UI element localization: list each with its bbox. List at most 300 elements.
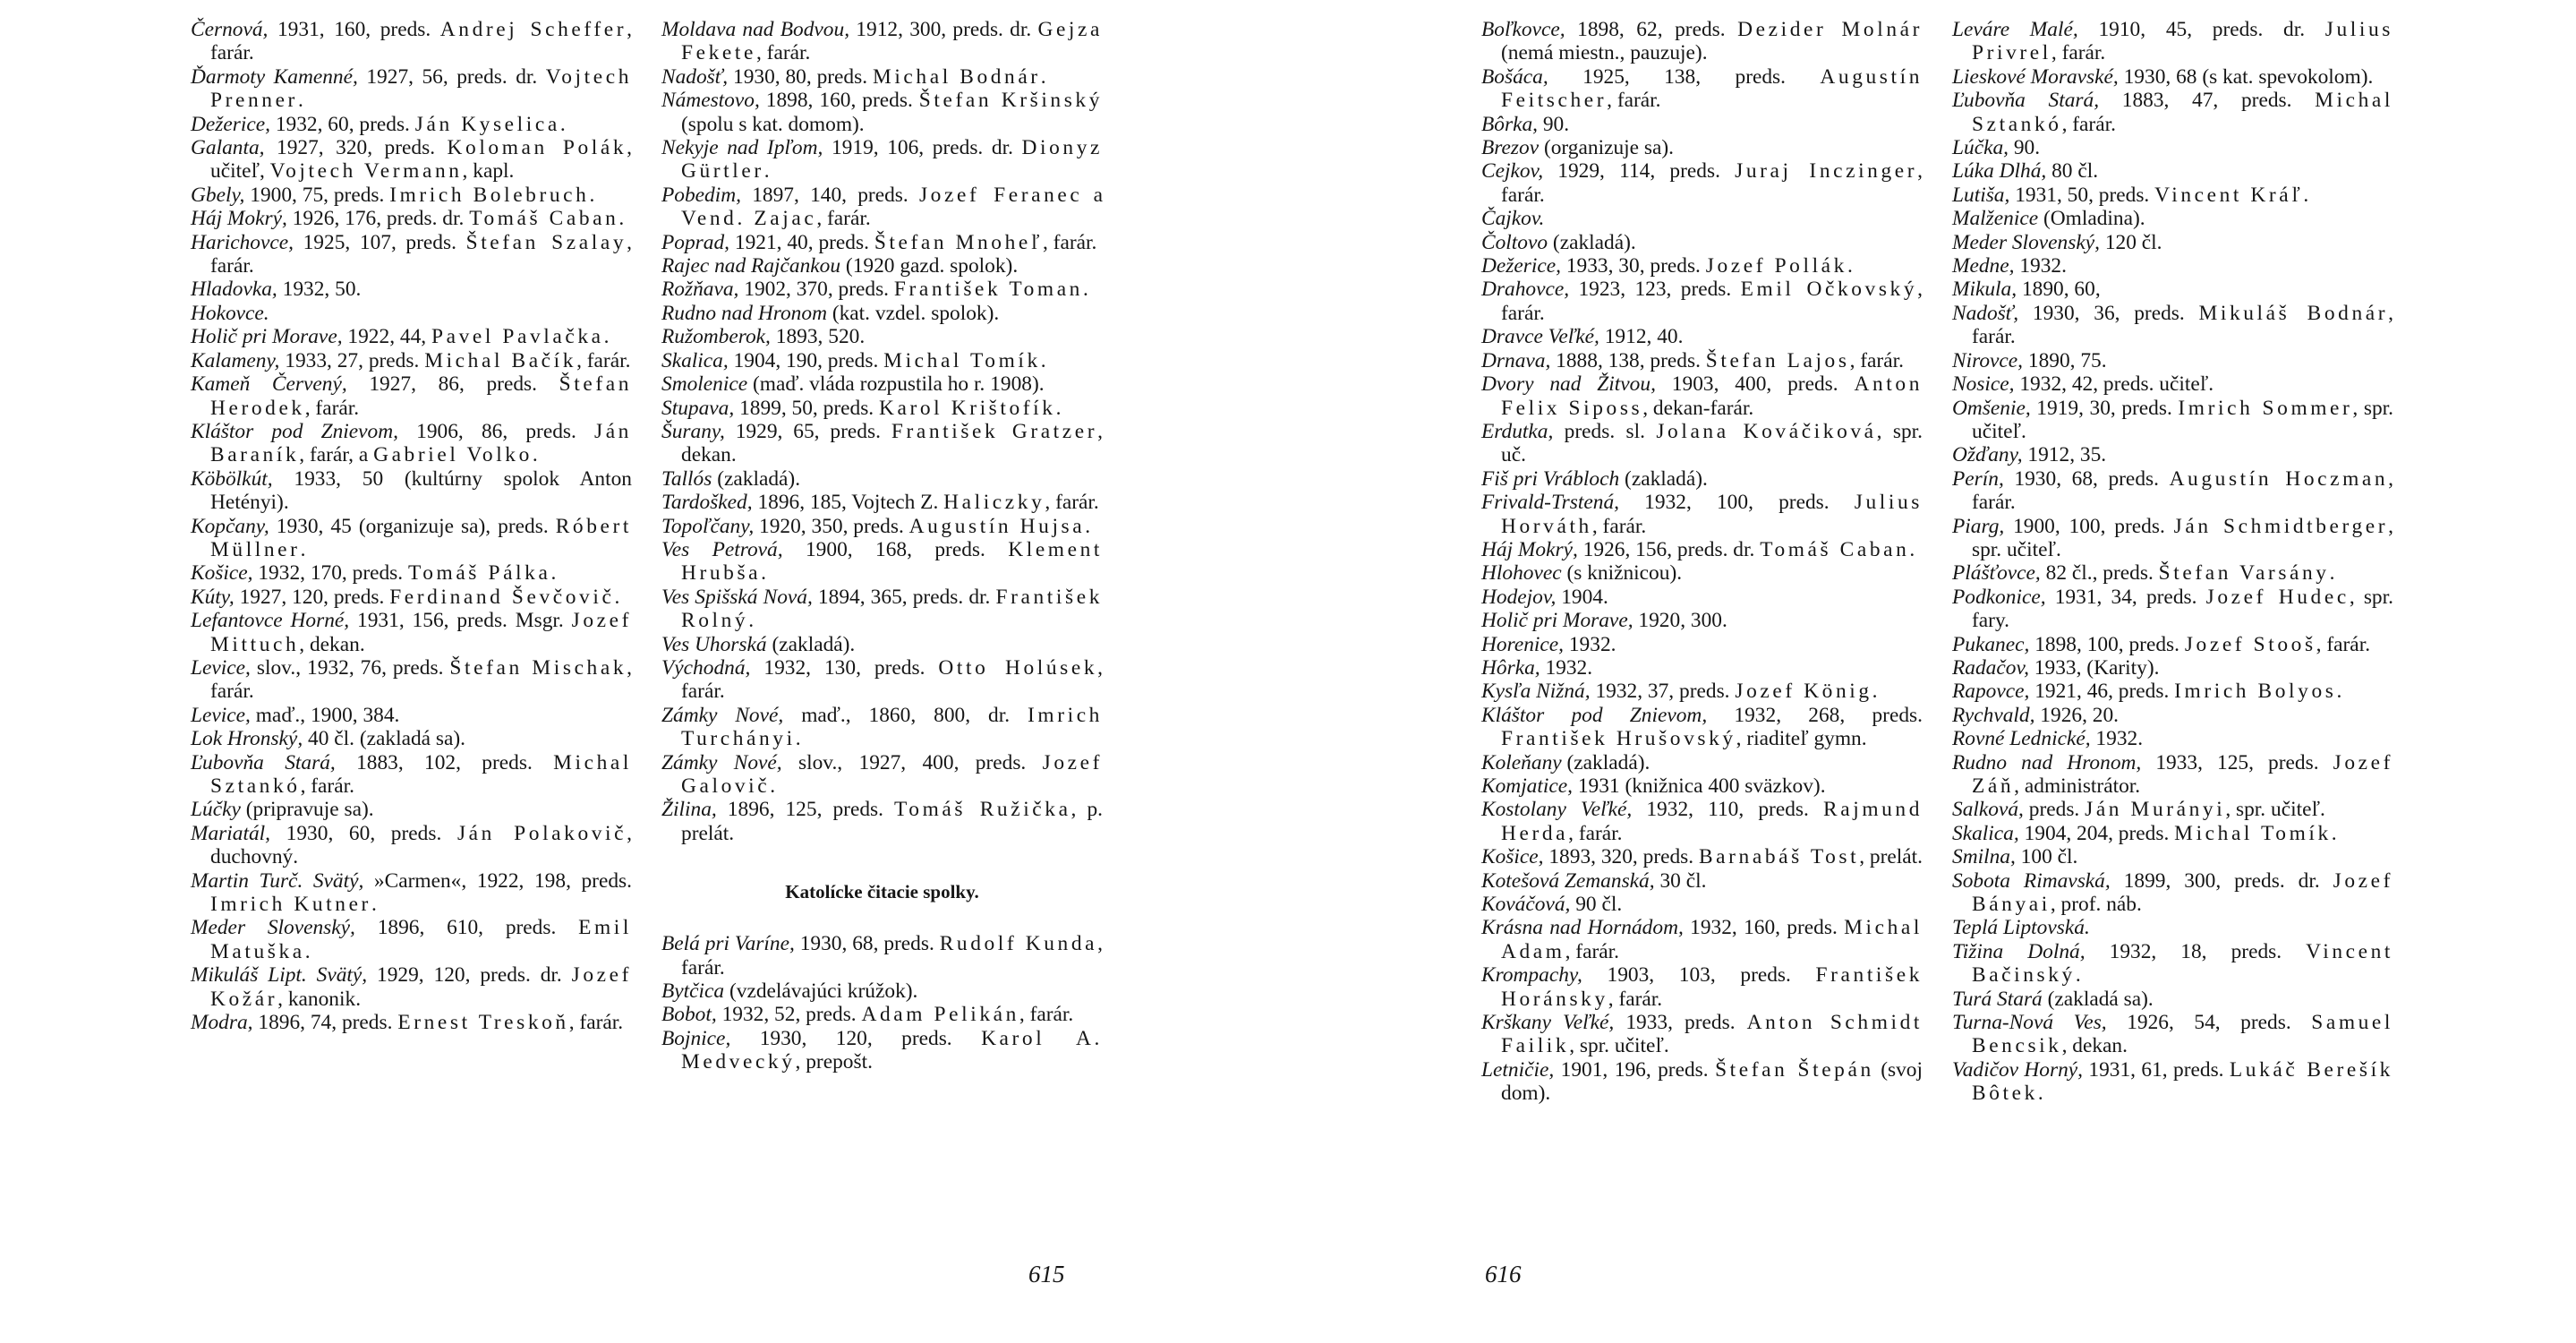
place-name: Medne, (1952, 254, 2015, 278)
directory-entry (661, 633, 1103, 656)
person-name: Štefan Štepán (1715, 1057, 1874, 1082)
entry-text: 30 čl. (1654, 868, 1707, 893)
right-page-column-2 (1952, 18, 2393, 1106)
directory-entry (1952, 515, 2393, 562)
place-name: Meder Slovenský, (1952, 230, 2100, 254)
place-name: Krompachy, (1481, 963, 1582, 988)
entry-text: , farár, a (299, 443, 374, 467)
directory-entry (1481, 207, 1923, 230)
entry-text: 1896, 125, preds. (716, 798, 895, 822)
entry-text: 1902, 370, preds. (738, 278, 894, 302)
place-name: Zámky Nové, (661, 750, 782, 774)
place-name: Vadičov Horný, (1952, 1057, 2084, 1082)
directory-entry (1952, 561, 2393, 585)
entry-text: , prof. náb. (2050, 893, 2142, 917)
directory-entry (191, 561, 632, 585)
entry-text: 1929, 65, preds. (724, 419, 891, 443)
entry-text: 1932, 18, preds. (2085, 939, 2307, 963)
person-name: Julius Horváth (1501, 491, 1923, 538)
entry-text: , farár. (2051, 41, 2106, 65)
place-name: Pobedim, (661, 183, 741, 207)
entry-text: 1883, 102, preds. (335, 750, 554, 774)
place-name: Topoľčany, (661, 514, 755, 538)
place-name: Krškany Veľké, (1481, 1011, 1615, 1035)
entry-text: . (1040, 64, 1046, 89)
entry-text: , farár. (1591, 514, 1647, 538)
place-name: Krásna nad Hornádom, (1481, 916, 1684, 940)
place-name: Drahovce, (1481, 278, 1570, 302)
place-name: Pukanec, (1952, 632, 2030, 656)
person-name: Jozef Feranec (918, 183, 1083, 207)
entry-text: 1925, 107, preds. (293, 230, 466, 254)
entry-text: . (618, 207, 625, 231)
place-name: Bošáca, (1481, 64, 1548, 89)
entry-text: 1900, 100, preds. (2004, 514, 2174, 538)
person-name: Gabriel Volko (373, 443, 533, 467)
person-name: Mikuláš Bodnár (2198, 301, 2389, 325)
directory-entry (1952, 254, 2393, 278)
directory-entry (661, 798, 1103, 845)
directory-entry (1952, 656, 2393, 680)
entry-text: , dekan. (2061, 1034, 2128, 1058)
entry-text: 1910, 45, preds. dr. (2077, 18, 2325, 41)
entry-text: 80 čl. (2046, 159, 2099, 184)
entry-text: , spr. učiteľ. (2225, 798, 2325, 822)
directory-entry (661, 231, 1103, 254)
person-name: Imrich Turchányi (681, 703, 1103, 751)
entry-text: 1930, 45 (organizuje sa), preds. (269, 514, 556, 538)
entry-text: (nemá miestn., pauzuje). (1501, 41, 1708, 65)
person-name: Karol A. Medvecký (681, 1026, 1103, 1074)
entry-text: (svoj dom). (1501, 1057, 1923, 1106)
entry-text: 1930, 80, preds. (728, 64, 873, 89)
place-name: Cejkov, (1481, 159, 1544, 184)
directory-entry (1952, 940, 2393, 988)
person-name: Lukáč Berešík Bôtek (1972, 1057, 2393, 1106)
directory-entry (1481, 372, 1923, 420)
person-name: Michal Sztankó (210, 750, 632, 798)
directory-entry (1481, 467, 1923, 491)
entry-text: , farár. (576, 348, 631, 372)
directory-entry (661, 467, 1103, 491)
entry-text: a (1082, 183, 1103, 207)
person-name: Michal Tomík (2174, 821, 2332, 845)
entry-text: , farár. (1501, 159, 1923, 207)
place-name: Hodejov, (1481, 585, 1557, 609)
person-name: Jozef Kožár (210, 963, 632, 1011)
person-name: Štefan Mnoheľ (874, 230, 1043, 254)
entry-text: 1912, 300, preds. dr. (849, 18, 1038, 41)
directory-entry (191, 420, 632, 467)
place-name: Nadošť, (661, 64, 729, 89)
entry-text: 1932, 170, preds. (252, 561, 408, 586)
directory-entry (661, 420, 1103, 467)
directory-entry (191, 704, 632, 727)
entry-text: 1893, 520. (770, 325, 866, 349)
directory-entry (191, 113, 632, 136)
directory-entry (661, 586, 1103, 633)
left-page-column-1 (191, 18, 632, 1034)
person-name: Ferdinand Ševčovič (389, 585, 615, 609)
directory-entry (1481, 1011, 1923, 1058)
place-name: Stupava, (661, 396, 735, 420)
person-name: Adam Pelikán (861, 1003, 1019, 1027)
entry-text: 1933, preds. (1614, 1011, 1747, 1035)
person-name: Jozef Stooš (2184, 632, 2316, 656)
place-name: Kameň Červený, (191, 372, 347, 397)
directory-entry (661, 979, 1103, 1003)
place-name: Podkonice, (1952, 585, 2046, 609)
entry-text: , farár. (1608, 987, 1663, 1011)
place-name: Dravce Veľké, (1481, 325, 1599, 349)
place-name: Rožňava, (661, 278, 739, 302)
entry-text: , dekan. (681, 419, 1103, 467)
entry-text: 1919, 106, preds. dr. (823, 136, 1022, 160)
entry-text: , farár. (1019, 1003, 1074, 1027)
directory-entry (1952, 751, 2393, 799)
directory-entry (1481, 278, 1923, 325)
entry-text: 1883, 47, preds. (2099, 89, 2316, 113)
place-name: Nirovce, (1952, 348, 2024, 372)
person-name: Imrich Bolyos (2174, 680, 2337, 704)
directory-entry (191, 656, 632, 704)
directory-entry (661, 325, 1103, 348)
directory-entry (1481, 633, 1923, 656)
place-name: Ľubovňa Stará, (191, 750, 336, 774)
entry-text: 1929, 120, preds. dr. (367, 963, 572, 988)
entry-text: 1927, 86, preds. (346, 372, 559, 397)
place-name: Mikula, (1952, 278, 2017, 302)
directory-entry (1952, 372, 2393, 396)
entry-text: 1900, 168, preds. (782, 537, 1009, 561)
directory-entry (1481, 254, 1923, 278)
entry-text: 1929, 114, preds. (1543, 159, 1736, 184)
directory-entry (1952, 443, 2393, 466)
directory-entry (191, 916, 632, 963)
person-name: Dionyz Gürtler (681, 136, 1104, 184)
directory-entry (1481, 916, 1923, 963)
directory-entry (1481, 231, 1923, 254)
directory-entry (661, 932, 1103, 979)
directory-entry (661, 65, 1103, 89)
place-name: Rudno nad Hronom (661, 301, 827, 325)
place-name: Martin Turč. Svätý, (191, 868, 364, 893)
person-name: František Horánsky (1501, 963, 1923, 1011)
person-name: Vojtech Vermann (269, 159, 463, 184)
entry-text: 1932, 42, preds. učiteľ. (2014, 372, 2214, 397)
place-name: Meder Slovenský, (191, 916, 355, 940)
entry-text: 1933, 27, preds. (279, 348, 425, 372)
directory-entry (661, 656, 1103, 704)
person-name: Barnabáš Tost (1698, 845, 1860, 869)
entry-text: 1930, 68, preds. (794, 932, 940, 956)
entry-text: 1930, 120, preds. (730, 1026, 982, 1050)
directory-entry (661, 89, 1103, 136)
entry-text: 1901, 196, preds. (1554, 1057, 1716, 1082)
person-name: Ján Schmidtberger (2173, 514, 2389, 538)
entry-text: 1893, 320, preds. (1543, 845, 1699, 869)
entry-text: . (589, 183, 595, 207)
entry-text: . (1055, 396, 1062, 420)
directory-entry (1481, 538, 1923, 561)
directory-entry (1952, 822, 2393, 845)
place-name: Háj Mokrý, (1481, 537, 1578, 561)
entry-text: . (748, 609, 755, 633)
person-name: Juraj Inczinger (1735, 159, 1918, 184)
place-name: Erdutka, (1481, 419, 1554, 443)
entry-text: »Carmen«, 1922, 198, preds. (363, 868, 632, 893)
entry-text: 1931, 160, preds. (268, 18, 440, 41)
entry-text: . (1040, 348, 1046, 372)
place-name: Kováčová, (1481, 893, 1571, 917)
directory-entry (1481, 963, 1923, 1011)
place-name: Sobota Rimavská, (1952, 868, 2111, 893)
entry-text: 1888, 138, preds. (1550, 348, 1706, 372)
entry-text: 1920, 350, preds. (754, 514, 909, 538)
person-name: Ernest Treskoň (397, 1011, 569, 1035)
place-name: Leváre Malé, (1952, 18, 2078, 41)
place-name: Košice, (1481, 845, 1544, 869)
place-name: Kláštor pod Znievom, (1481, 703, 1708, 727)
entry-text: 1930, 68 (s kat. spevokolom). (2118, 64, 2374, 89)
entry-text: , farár. (1972, 466, 2394, 515)
person-name: Jozef Bányai (1972, 868, 2393, 917)
entry-text: 1894, 365, preds. dr. (812, 585, 996, 609)
person-name: Tomáš Pálka (407, 561, 551, 586)
entry-text: preds. sl. (1553, 419, 1657, 443)
place-name: Lúčky (191, 798, 241, 822)
entry-text: . (550, 561, 557, 586)
directory-entry (1481, 680, 1923, 703)
directory-entry (1481, 893, 1923, 916)
entry-text: , dekan-farár. (1642, 396, 1754, 420)
directory-entry (191, 467, 632, 515)
entry-text: 40 čl. (zakladá sa). (303, 727, 466, 751)
person-name: Michal Sztankó (1972, 89, 2393, 136)
place-name: Námestovo, (661, 89, 760, 113)
place-name: Žilina, (661, 798, 717, 822)
directory-entry (1481, 609, 1923, 632)
place-name: Hladovka, (191, 278, 277, 302)
person-name: Augustín Feitscher (1501, 64, 1923, 113)
directory-entry (661, 1027, 1103, 1074)
entry-text: (zakladá). (766, 632, 856, 656)
directory-entry (1481, 18, 1923, 65)
place-name: Rychvald, (1952, 703, 2035, 727)
entry-text: 1904. (1556, 585, 1608, 609)
directory-entry (1952, 798, 2393, 821)
entry-text: (s knižnicou). (1561, 561, 1683, 586)
person-name: Samuel Bencsik (1972, 1011, 2393, 1058)
place-name: Lieskové Moravské, (1952, 64, 2119, 89)
entry-text: 1930, 60, preds. (270, 821, 457, 845)
entry-text: (pripravuje sa). (240, 798, 374, 822)
directory-entry (191, 349, 632, 372)
person-name: Rudolf Kunda (939, 932, 1098, 956)
person-name: Ján Murányi (2085, 798, 2226, 822)
place-name: Komjatice, (1481, 774, 1573, 798)
directory-entry (191, 963, 632, 1011)
entry-text: 1932. (2014, 254, 2067, 278)
place-name: Piarg, (1952, 514, 2005, 538)
place-name: Dvory nad Žitvou, (1481, 372, 1656, 397)
place-name: Gbely, (191, 183, 245, 207)
person-name: Koloman Polák (447, 136, 627, 160)
place-name: Dežerice, (1481, 254, 1561, 278)
place-name: Bojnice, (661, 1026, 731, 1050)
entry-text: . (2336, 680, 2342, 704)
person-name: Klement Hrubša (681, 537, 1103, 586)
entry-text: . (763, 159, 770, 184)
entry-text: 1896, 74, preds. (252, 1011, 398, 1035)
directory-entry (661, 278, 1103, 301)
entry-text: 1925, 138, preds. (1548, 64, 1821, 89)
entry-text: . (2331, 821, 2337, 845)
entry-text: maď., 1860, 800, dr. (783, 703, 1028, 727)
person-name: Jozef Hudec (2205, 585, 2350, 609)
place-name: Východná, (661, 655, 751, 680)
directory-entry (1952, 633, 2393, 656)
person-name: Štefan Mischak (449, 655, 627, 680)
directory-entry (661, 704, 1103, 751)
right-page (1288, 0, 2576, 1343)
person-name: Jozef Mittuch (210, 609, 632, 656)
place-name: Nekyje nad Ipľom, (661, 136, 823, 160)
directory-entry (1952, 586, 2393, 633)
section-entries (661, 932, 1103, 1074)
entry-text: 1933, (Karity). (2028, 655, 2160, 680)
entry-text: 1923, 123, preds. (1569, 278, 1741, 302)
place-name: Tardošked, (661, 491, 753, 515)
entry-text: , spr. fary. (1972, 585, 2393, 633)
entry-text: , farár. (681, 655, 1103, 704)
directory-entry (191, 302, 632, 325)
entry-text: . (371, 893, 377, 917)
place-name: Mikuláš Lipt. Svätý, (191, 963, 368, 988)
entry-text: , kapl. (462, 159, 515, 184)
entry-text: (zakladá sa). (2042, 987, 2154, 1011)
person-name: Emil Matuška (210, 916, 632, 963)
place-name: Moldava nad Bodvou, (661, 18, 850, 41)
place-name: Galanta, (191, 136, 265, 160)
person-name: Štefan Varsány (2158, 561, 2330, 586)
entry-text: 90. (1538, 112, 1570, 136)
place-name: Lok Hronský, (191, 727, 303, 751)
entry-text: 1896, 610, preds. (354, 916, 579, 940)
entry-text: 1933, 30, preds. (1560, 254, 1706, 278)
entry-text: 1912, 40. (1599, 325, 1684, 349)
place-name: Radačov, (1952, 655, 2029, 680)
place-name: Holič pri Morave, (1481, 609, 1633, 633)
directory-entry (1481, 561, 1923, 585)
entry-text: , duchovný. (210, 821, 632, 869)
place-name: Skalica, (661, 348, 729, 372)
directory-entry (191, 1011, 632, 1034)
person-name: Tomáš Caban (1760, 537, 1910, 561)
entry-text: 120 čl. (2099, 230, 2162, 254)
place-name: Nosice, (1952, 372, 2015, 397)
entry-text: (zakladá). (1619, 466, 1708, 491)
place-name: Levice, (191, 703, 251, 727)
place-name: Letničie, (1481, 1057, 1555, 1082)
entry-text: 1927, 120, preds. (234, 585, 390, 609)
entry-text: , farár. (210, 18, 632, 65)
place-name: Plášťovce, (1952, 561, 2041, 586)
person-name: František Hrušovský (1501, 727, 1736, 751)
entry-text: 1922, 44, (342, 325, 431, 349)
person-name: Jozef Galovič (681, 750, 1103, 798)
entry-text: 1890, 75. (2023, 348, 2107, 372)
entry-text: . (304, 939, 311, 963)
directory-entry (1952, 1011, 2393, 1058)
entry-text: 1932, 52, preds. (716, 1003, 862, 1027)
directory-entry (1481, 325, 1923, 348)
entry-text: 1932, 37, preds. (1590, 680, 1736, 704)
person-name: Andrej Scheffer (439, 18, 627, 41)
entry-text: 1912, 35. (2022, 443, 2107, 467)
page-number-left: 615 (1028, 1261, 1065, 1287)
directory-entry (1481, 1058, 1923, 1106)
directory-entry (191, 727, 632, 750)
place-name: Perín, (1952, 466, 2004, 491)
entry-text: . (2329, 561, 2335, 586)
entry-text: . (614, 585, 620, 609)
entry-text: , farár. (568, 1011, 624, 1035)
directory-entry (1952, 1058, 2393, 1106)
place-name: Holič pri Morave, (191, 325, 343, 349)
entry-text: , kanonik. (277, 987, 362, 1011)
person-name: Augustín Hoczman (2169, 466, 2389, 491)
place-name: Boľkovce, (1481, 18, 1565, 41)
place-name: Hôrka, (1481, 655, 1540, 680)
person-name: Tomáš Ružička (894, 798, 1071, 822)
directory-entry (1952, 302, 2393, 349)
directory-entry (661, 254, 1103, 278)
entry-text: , farár. (1849, 348, 1904, 372)
directory-entry (661, 372, 1103, 396)
entry-text: , farár. (1972, 301, 2393, 349)
directory-entry (191, 609, 632, 656)
entry-text: , farár. (1565, 939, 1619, 963)
entry-text: 1932, 130, preds. (750, 655, 939, 680)
entry-text: 1890, 60, (2017, 278, 2101, 302)
directory-entry (1952, 231, 2393, 254)
entry-text: 1898, 160, preds. (759, 89, 919, 113)
entry-text: , farár. (210, 230, 632, 278)
entry-text: 1897, 140, preds. (741, 183, 919, 207)
directory-entry (1952, 18, 2393, 65)
entry-text: , farár. (2061, 112, 2116, 136)
person-name: Štefan Herodek (210, 372, 632, 420)
entry-text: , farár. (1042, 230, 1097, 254)
entry-text: , farár. (2316, 632, 2371, 656)
entry-text: (spolu s kat. domom). (681, 112, 865, 136)
entry-text: . (300, 537, 306, 561)
page-number-right: 616 (1485, 1261, 1522, 1287)
person-name: Augustín Hujsa (908, 514, 1086, 538)
entry-text: (Omladina). (2038, 207, 2145, 231)
place-name: Kalameny, (191, 348, 280, 372)
place-name: Levice, (191, 655, 251, 680)
place-name: Mariatál, (191, 821, 271, 845)
entry-text: . (532, 443, 538, 467)
directory-entry (1952, 136, 2393, 159)
place-name: Košice, (191, 561, 253, 586)
place-name: Malženice (1952, 207, 2039, 231)
directory-entry (1952, 727, 2393, 750)
entry-text: , učiteľ, (210, 136, 633, 184)
directory-entry (1481, 774, 1923, 798)
